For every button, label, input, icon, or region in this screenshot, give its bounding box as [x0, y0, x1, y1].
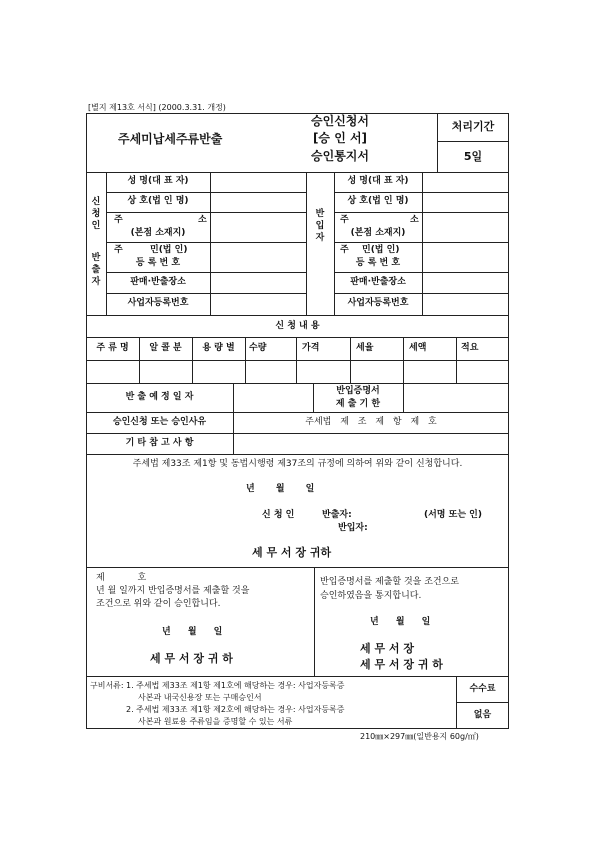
receiver-regno-label-b: 민(법 인) [362, 245, 400, 255]
approval-reason-label: 승인신청 또는 승인사유 [112, 417, 207, 427]
application-date: 년 월 일 [246, 484, 315, 494]
notice-date: 년 월 일 [370, 617, 431, 627]
receiver-side-label: 반입자 [315, 209, 325, 243]
receiver-bizno-input[interactable] [423, 294, 508, 314]
applicant-side-label: 신청인 [91, 197, 101, 231]
col-alcohol: 알 콜 분 [149, 343, 182, 353]
required-docs-title: 구비서류: [90, 681, 124, 690]
applicant-regno-label-c: 등 록 번 호 [135, 258, 181, 268]
other-notes-label: 기 타 참 고 사 항 [125, 438, 194, 448]
receiver-place-label: 판매·반출장소 [350, 277, 406, 287]
sender-side-label: 반출자 [91, 253, 101, 287]
notice-text-1: 반입증명서를 제출할 것을 조건으로 [320, 577, 459, 587]
processing-period-value: 5일 [463, 150, 483, 163]
required-doc-2a: 2. 주세법 제33조 제1항 제2호에 해당하는 경우: 사업자등록증 [126, 705, 345, 714]
approval-addressee: 세 무 서 장 귀 하 [150, 652, 233, 665]
applicant-address-label-b: 소 [198, 215, 207, 225]
receiver-address-label-a: 주 [340, 215, 349, 225]
form-title: 주세미납세주류반출 [118, 132, 223, 146]
applicant-label: 신 청 인 [262, 510, 295, 520]
other-notes-input[interactable] [234, 434, 508, 453]
applicant-bizno-input[interactable] [211, 294, 305, 314]
col-quantity: 수량 [249, 343, 267, 353]
applicant-name-input[interactable] [211, 173, 305, 191]
cert-deadline-label-2: 제 출 기 한 [335, 399, 381, 409]
signature-field[interactable] [360, 508, 420, 536]
notice-text-2: 승인하였음을 통지합니다. [320, 591, 422, 601]
applicant-regno-input[interactable] [211, 243, 305, 271]
required-doc-1a: 1. 주세법 제33조 제1항 제1호에 해당하는 경우: 사업자등록증 [126, 681, 345, 690]
processing-period-label: 처리기간 [451, 120, 495, 133]
col-liquor-name: 주 류 명 [96, 343, 129, 353]
required-doc-2b: 사본과 원료용 주류임을 증명할 수 있는 서류 [138, 717, 293, 726]
receiver-address-label-b: 소 [410, 215, 419, 225]
signature-label: (서명 또는 인) [424, 510, 482, 520]
paper-spec: 210㎜×297㎜(일반용지 60g/㎡) [360, 732, 479, 741]
applicant-place-input[interactable] [211, 273, 305, 292]
approval-reason-value: 주세법 제 조 제 항 제 호 [305, 417, 437, 427]
receiver-name-label: 성 명(대 표 자) [347, 176, 409, 186]
receiver-address-input[interactable] [423, 213, 508, 241]
approval-date: 년 월 일 [162, 627, 223, 637]
receiver-name-input[interactable] [423, 173, 508, 191]
applicant-address-label-a: 주 [114, 215, 123, 225]
cert-deadline-label-1: 반입증명서 [336, 386, 380, 396]
approval-number: 제 호 [96, 573, 147, 583]
col-tax-rate: 세율 [356, 343, 374, 353]
approval-condition-2: 조건으로 위와 같이 승인합니다. [96, 599, 221, 609]
cert-deadline-input[interactable] [404, 384, 508, 411]
notice-sign-2: 세 무 서 장 귀 하 [360, 658, 443, 671]
doc-title-3: 승인통지서 [311, 149, 369, 163]
applicant-hq-label: (본점 소재지) [130, 228, 186, 238]
applicant-address-input[interactable] [211, 213, 305, 241]
departure-date-input[interactable] [234, 384, 312, 411]
doc-title-2: [승 인 서] [312, 131, 368, 145]
fee-value: 없음 [473, 710, 492, 720]
approval-condition-1: 년 월 일까지 반입증명서를 제출할 것을 [96, 586, 250, 596]
receiver-hq-label: (본점 소재지) [350, 228, 406, 238]
receiver-company-input[interactable] [423, 193, 508, 211]
applicant-company-label: 상 호(법 인 명) [127, 196, 189, 206]
col-price: 가격 [302, 343, 320, 353]
item-row-input[interactable] [87, 361, 508, 382]
applicant-place-label: 판매·반출장소 [130, 277, 186, 287]
sender-label: 반출자: [322, 510, 352, 520]
applicant-regno-label-a: 주 [114, 245, 123, 255]
receiver-place-input[interactable] [423, 273, 508, 292]
doc-title-1: 승인신청서 [311, 114, 369, 128]
applicant-regno-label-b: 민(법 인) [150, 245, 188, 255]
application-addressee: 세 무 서 장 귀하 [252, 546, 332, 559]
col-remarks: 적요 [461, 343, 479, 353]
notice-sign-1: 세 무 서 장 [360, 642, 414, 655]
receiver-label: 반입자: [338, 523, 368, 533]
receiver-bizno-label: 사업자등록번호 [347, 298, 409, 308]
receiver-company-label: 상 호(법 인 명) [347, 196, 409, 206]
applicant-company-input[interactable] [211, 193, 305, 211]
applicant-name-label: 성 명(대 표 자) [127, 176, 189, 186]
request-content-header: 신 청 내 용 [275, 321, 320, 331]
col-volume: 용 량 별 [202, 343, 235, 353]
application-statement: 주세법 제33조 제1항 및 동법시행령 제37조의 규정에 의하여 위와 같이 신청합니다. [132, 459, 463, 469]
receiver-regno-input[interactable] [423, 243, 508, 271]
applicant-bizno-label: 사업자등록번호 [127, 298, 189, 308]
receiver-regno-label-c: 등 록 번 호 [355, 258, 401, 268]
col-tax-amount: 세액 [409, 343, 427, 353]
receiver-regno-label-a: 주 [340, 245, 349, 255]
departure-date-label: 반 출 예 정 일 자 [125, 392, 194, 402]
required-doc-1b: 사본과 내국신용장 또는 구매승인서 [138, 693, 262, 702]
fee-label: 수수료 [469, 684, 496, 694]
form-reference: [별지 제13호 서식] (2000.3.31. 개정) [88, 103, 226, 112]
